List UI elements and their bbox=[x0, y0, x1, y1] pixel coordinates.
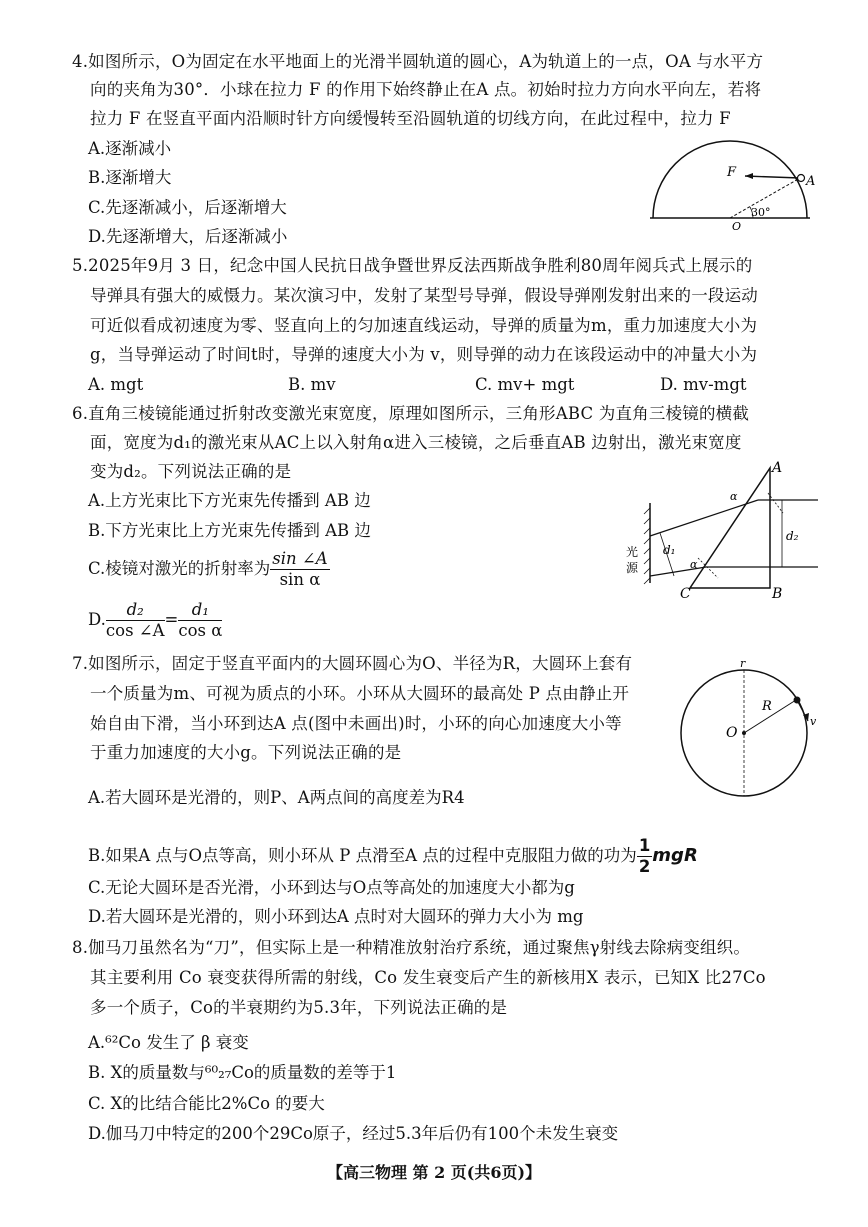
center-point bbox=[742, 731, 746, 735]
label-alpha-lower: α bbox=[690, 558, 698, 571]
label-d1: d₁ bbox=[663, 543, 676, 557]
q7-option-b bbox=[88, 836, 698, 877]
upper-beam-in bbox=[650, 500, 758, 536]
q8-line-1: 8.伽马刀虽然名为“刀”，但实际上是一种精准放射治疗系统，通过聚焦γ射线去除病变组织。 bbox=[72, 938, 751, 957]
q6-option-d-equals: = bbox=[164, 610, 179, 629]
label-r: R bbox=[762, 699, 772, 714]
label-d2: d₂ bbox=[786, 529, 799, 543]
label-p: r bbox=[740, 657, 746, 670]
q7-option-a: A.若大圆环是光滑的，则P、A两点间的高度差为R4 bbox=[88, 788, 465, 807]
q6-option-d-left-denominator: cos ∠A bbox=[105, 621, 165, 640]
q5-option-c: C. mv+ mgt bbox=[475, 375, 575, 394]
label-o: O bbox=[726, 725, 738, 741]
q8-option-b: B. X的质量数与⁶⁰₂₇Co的质量数的差等于1 bbox=[88, 1063, 397, 1082]
label-b: B bbox=[772, 586, 783, 602]
q7-option-c: C.无论大圆环是否光滑，小环到达与O点等高处的加速度大小都为g bbox=[88, 878, 575, 897]
label-v: v bbox=[810, 715, 817, 728]
q5-option-b: B. mv bbox=[288, 375, 336, 394]
q8-option-d: D.伽马刀中特定的200个29Co原子，经过5.3年后仍有100个未发生衰变 bbox=[88, 1124, 619, 1143]
force-arrow bbox=[745, 176, 800, 178]
label-center: O bbox=[732, 220, 742, 233]
q7-line-1: 7.如图所示，固定于竖直平面内的大圆环圆心为O、半径为R，大圆环上套有 bbox=[72, 654, 633, 673]
q6-line-3: 变为d₂。下列说法正确的是 bbox=[90, 462, 292, 481]
q4-option-a: A.逐渐减小 bbox=[88, 139, 172, 158]
force-arrowhead bbox=[745, 173, 753, 179]
q4-option-b: B.逐渐增大 bbox=[88, 168, 172, 187]
q7-line-3: 始自由下滑，当小环到达A 点(图中未画出)时，小环的向心加速度大小等 bbox=[90, 714, 622, 733]
q6-option-d-right-numerator: d₁ bbox=[178, 600, 222, 621]
q6-option-d-right-denominator: cos α bbox=[178, 621, 223, 640]
label-c: C bbox=[680, 586, 691, 602]
q6-prism-figure bbox=[618, 458, 828, 603]
q6-option-c-text: C.棱镜对激光的折射率为 bbox=[88, 559, 271, 578]
q6-option-d-label: D. bbox=[88, 610, 106, 629]
q5-option-a: A. mgt bbox=[88, 375, 144, 394]
q7-line-4: 于重力加速度的大小g。下列说法正确的是 bbox=[90, 743, 402, 762]
light-source-hatch bbox=[644, 508, 650, 584]
q8-option-c: C. X的比结合能比2%Co 的要大 bbox=[88, 1094, 325, 1113]
label-source-2: 源 bbox=[626, 561, 639, 575]
q7-option-b-formula: mgR bbox=[652, 845, 698, 866]
q4-line-3: 拉力 F 在竖直平面内沿顺时针方向缓慢转至沿圆轨道的切线方向，在此过程中，拉力 F bbox=[90, 109, 731, 128]
q4-line-1: 4.如图所示，O为固定在水平地面上的光滑半圆轨道的圆心，A为轨道上的一点，OA 与水平方 bbox=[72, 52, 764, 71]
q6-option-c bbox=[88, 549, 330, 590]
q6-line-1: 6.直角三棱镜能通过折射改变激光束宽度，原理如图所示，三角形ABC 为直角三棱镜的横截 bbox=[72, 404, 750, 423]
label-a: A bbox=[772, 460, 783, 476]
q5-line-1: 5.2025年9月 3 日，纪念中国人民抗日战争暨世界反法西斯战争胜利80周年阅兵式上展示的 bbox=[72, 256, 753, 275]
q6-option-d bbox=[88, 600, 222, 641]
q4-option-c: C.先逐渐减小，后逐渐增大 bbox=[88, 198, 287, 217]
q6-option-a: A.上方光束比下方光束先传播到 AB 边 bbox=[88, 491, 371, 510]
page-footer: 【高三物理 第 2 页(共6页)】 bbox=[326, 1163, 542, 1182]
label-alpha-upper: α bbox=[730, 490, 738, 503]
q5-line-4: g，当导弹运动了时间t时，导弹的速度大小为 v，则导弹的动力在该段运动中的冲量大小为 bbox=[90, 345, 758, 364]
q6-option-c-denominator: sin α bbox=[279, 570, 321, 589]
q5-line-3: 可近似看成初速度为零、竖直向上的匀加速直线运动，导弹的质量为m，重力加速度大小为 bbox=[90, 316, 758, 335]
q7-option-d: D.若大圆环是光滑的，则小环到达A 点时对大圆环的弹力大小为 mg bbox=[88, 907, 584, 926]
q7-option-b-numerator: 1 bbox=[638, 836, 651, 855]
prism-triangle bbox=[690, 468, 770, 588]
q8-line-2: 其主要利用 Co 衰变获得所需的射线，Co 发生衰变后产生的新核用X 表示，已知X 比27Co bbox=[90, 968, 766, 987]
q6-line-2: 面，宽度为d₁的激光束从AC上以入射角α进入三棱镜，之后垂直AB 边射出，激光束宽度 bbox=[90, 433, 742, 452]
lower-beam-in bbox=[650, 567, 706, 576]
q5-line-2: 导弹具有强大的威慑力。某次演习中，发射了某型号导弹，假设导弹刚发射出来的一段运动 bbox=[90, 286, 758, 305]
q8-option-a: A.⁶²Co 发生了 β 衰变 bbox=[88, 1033, 249, 1052]
q4-line-2: 向的夹角为30°．小球在拉力 F 的作用下始终静止在A 点。初始时拉力方向水平向左，若将 bbox=[90, 80, 762, 99]
q6-option-b: B.下方光束比上方光束先传播到 AB 边 bbox=[88, 521, 371, 540]
label-angle: 30° bbox=[751, 206, 771, 219]
q6-option-d-left-numerator: d₂ bbox=[106, 600, 165, 621]
q7-line-2: 一个质量为m、可视为质点的小环。小环从大圆环的最高处 P 点由静止开 bbox=[90, 684, 630, 703]
q4-option-d: D.先逐渐增大，后逐渐减小 bbox=[88, 227, 288, 246]
label-force: F bbox=[727, 165, 737, 180]
q8-line-3: 多一个质子，Co的半衰期约为5.3年，下列说法正确的是 bbox=[90, 998, 508, 1017]
q7-ring-figure bbox=[678, 655, 828, 815]
label-source-1: 光 bbox=[626, 545, 639, 559]
q5-option-d: D. mv-mgt bbox=[660, 375, 747, 394]
q7-option-b-text: B.如果A 点与O点等高，则小环从 P 点滑至A 点的过程中克服阻力做的功为 bbox=[88, 846, 637, 865]
q4-semicircle-figure bbox=[645, 138, 820, 233]
q6-option-c-numerator: sin ∠A bbox=[272, 549, 328, 568]
q7-option-b-denominator: 2 bbox=[638, 857, 651, 876]
label-point-a: A bbox=[806, 174, 816, 189]
ball-a bbox=[798, 175, 805, 182]
